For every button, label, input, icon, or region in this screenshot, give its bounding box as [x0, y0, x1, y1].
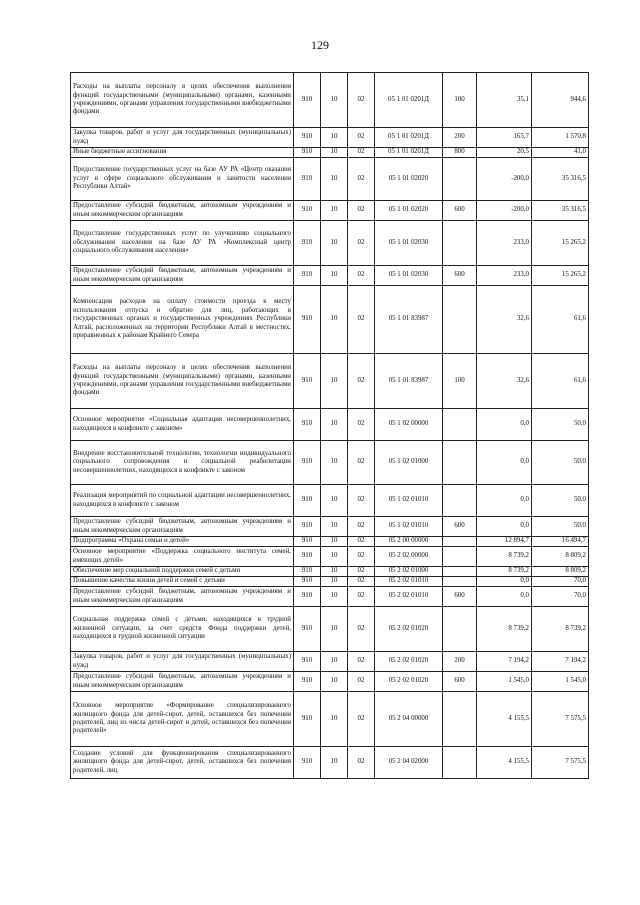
expense-type-code: 600 [443, 201, 477, 221]
expense-type-code: 200 [443, 652, 477, 672]
amount-change: 7 194,2 [477, 652, 532, 672]
ministry-code: 910 [294, 652, 321, 672]
target-article-code: 05 2 02 01010 [375, 587, 443, 607]
amount-total: 35 316,5 [532, 158, 589, 201]
subsection-code: 02 [348, 221, 375, 266]
table-row [71, 652, 589, 672]
target-article-code: 05 2 02 01020 [375, 607, 443, 652]
section-code: 10 [321, 517, 348, 537]
amount-total: 1 545,0 [532, 672, 589, 692]
amount-total: 50,0 [532, 441, 589, 485]
subsection-code: 02 [348, 547, 375, 567]
section-code: 10 [321, 158, 348, 201]
ministry-code: 910 [294, 266, 321, 286]
target-article-code: 05 2 02 01010 [375, 577, 443, 587]
subsection-code: 02 [348, 537, 375, 547]
subsection-code: 02 [348, 148, 375, 158]
expense-type-code [443, 158, 477, 201]
table-row [71, 547, 589, 567]
expense-type-code: 600 [443, 672, 477, 692]
section-code: 10 [321, 577, 348, 587]
target-article-code: 05 1 02 01010 [375, 517, 443, 537]
amount-total: 8 809,2 [532, 547, 589, 567]
subsection-code: 02 [348, 485, 375, 517]
row-description: Обеспечение мер социальной поддержки семей с детьми [71, 567, 294, 577]
amount-change: 12 894,7 [477, 537, 532, 547]
row-description: Предоставление государственных услуг по улучшению социального обслуживания населения на базе АУ РА «Комплексный центр социального обслуживания населения» [71, 221, 294, 266]
amount-change: 8 739,2 [477, 607, 532, 652]
amount-total: 61,6 [532, 354, 589, 409]
row-description: Предоставление субсидий бюджетным, автономным учреждениям и иным некоммерческим организациям [71, 672, 294, 692]
ministry-code: 910 [294, 286, 321, 354]
subsection-code: 02 [348, 409, 375, 441]
amount-change: 4 155,5 [477, 692, 532, 747]
amount-total: 7 575,5 [532, 692, 589, 747]
expense-type-code: 600 [443, 587, 477, 607]
row-description: Компенсация расходов на оплату стоимости проезда к месту использования отпуска и обратно для лиц, работающих в государственных органах и государственных учреждениях Республики Алтай, расположенных на территории Республики Алтай в местностях, приравненных к районам Крайнего Севера [71, 286, 294, 354]
amount-total: 15 265,2 [532, 221, 589, 266]
ministry-code: 910 [294, 221, 321, 266]
expense-type-code: 200 [443, 128, 477, 148]
amount-change: -200,0 [477, 158, 532, 201]
table-row [71, 221, 589, 266]
section-code: 10 [321, 409, 348, 441]
section-code: 10 [321, 537, 348, 547]
amount-total: 50,0 [532, 517, 589, 537]
subsection-code: 02 [348, 567, 375, 577]
row-description: Закупка товаров, работ и услуг для государственных (муниципальных) нужд [71, 652, 294, 672]
subsection-code: 02 [348, 354, 375, 409]
row-description: Предоставление субсидий бюджетным, автономным учреждениям и иным некоммерческим организациям [71, 517, 294, 537]
target-article-code: 05 1 01 83987 [375, 354, 443, 409]
row-description: Социальная поддержка семей с детьми, находящихся в трудной жизненной ситуации, за счет средств Фонда поддержки детей, находящихся в трудной жизненной ситуации [71, 607, 294, 652]
expense-type-code: 100 [443, 73, 477, 128]
subsection-code: 02 [348, 587, 375, 607]
section-code: 10 [321, 672, 348, 692]
section-code: 10 [321, 567, 348, 577]
ministry-code: 910 [294, 409, 321, 441]
row-description: Повышение качества жизни детей и семей с детьми [71, 577, 294, 587]
subsection-code: 02 [348, 201, 375, 221]
target-article-code: 05 1 01 02020 [375, 158, 443, 201]
amount-change: 0,0 [477, 517, 532, 537]
ministry-code: 910 [294, 692, 321, 747]
section-code: 10 [321, 286, 348, 354]
table-row [71, 607, 589, 652]
row-description: Предоставление государственных услуг на базе АУ РА «Центр оказания услуг в сфере социального обслуживания и занятости населения Республики Алтай» [71, 158, 294, 201]
row-description: Предоставление субсидий бюджетным, автономным учреждениям и иным некоммерческим организациям [71, 587, 294, 607]
section-code: 10 [321, 148, 348, 158]
target-article-code: 05 1 01 02030 [375, 221, 443, 266]
subsection-code: 02 [348, 692, 375, 747]
section-code: 10 [321, 354, 348, 409]
amount-total: 70,0 [532, 587, 589, 607]
amount-total: 41,0 [532, 148, 589, 158]
section-code: 10 [321, 73, 348, 128]
row-description: Внедрение восстановительной технологии, технологии индивидуального социального сопровождения и социальной реабилитации несовершеннолетних, находящихся в конфликте с законом [71, 441, 294, 485]
target-article-code: 05 1 01 02020 [375, 201, 443, 221]
section-code: 10 [321, 547, 348, 567]
target-article-code: 05 1 02 01010 [375, 485, 443, 517]
expense-type-code [443, 567, 477, 577]
ministry-code: 910 [294, 158, 321, 201]
table-row [71, 441, 589, 485]
section-code: 10 [321, 128, 348, 148]
section-code: 10 [321, 266, 348, 286]
row-description: Основное мероприятие «Социальная адаптация несовершеннолетних, находящихся в конфликте с законом» [71, 409, 294, 441]
row-description: Предоставление субсидий бюджетным, автономным учреждениям и иным некоммерческим организациям [71, 266, 294, 286]
section-code: 10 [321, 607, 348, 652]
subsection-code: 02 [348, 577, 375, 587]
amount-total: 50,0 [532, 409, 589, 441]
section-code: 10 [321, 652, 348, 672]
ministry-code: 910 [294, 441, 321, 485]
row-description: Предоставление субсидий бюджетным, автономным учреждениям и иным некоммерческим организациям [71, 201, 294, 221]
target-article-code: 05 1 01 83987 [375, 286, 443, 354]
target-article-code: 05 2 02 01000 [375, 567, 443, 577]
table-row [71, 692, 589, 747]
ministry-code: 910 [294, 672, 321, 692]
table-row [71, 286, 589, 354]
target-article-code: 05 2 04 02000 [375, 747, 443, 779]
section-code: 10 [321, 201, 348, 221]
expense-type-code: 800 [443, 148, 477, 158]
expense-type-code [443, 547, 477, 567]
expense-type-code [443, 607, 477, 652]
table-row [71, 672, 589, 692]
amount-total: 944,6 [532, 73, 589, 128]
row-description: Закупка товаров, работ и услуг для государственных (муниципальных) нужд [71, 128, 294, 148]
subsection-code: 02 [348, 286, 375, 354]
table-row [71, 537, 589, 547]
expense-type-code [443, 286, 477, 354]
amount-total: 50,0 [532, 485, 589, 517]
expense-type-code [443, 485, 477, 517]
amount-total: 7 575,5 [532, 747, 589, 779]
section-code: 10 [321, 747, 348, 779]
expense-type-code: 600 [443, 266, 477, 286]
ministry-code: 910 [294, 354, 321, 409]
ministry-code: 910 [294, 587, 321, 607]
subsection-code: 02 [348, 266, 375, 286]
table-row [71, 158, 589, 201]
ministry-code: 910 [294, 517, 321, 537]
table-row [71, 485, 589, 517]
expense-type-code [443, 537, 477, 547]
target-article-code: 05 1 01 0201Д [375, 128, 443, 148]
ministry-code: 910 [294, 128, 321, 148]
amount-change: 35,1 [477, 73, 532, 128]
ministry-code: 910 [294, 547, 321, 567]
row-description: Подпрограмма «Охрана семьи и детей» [71, 537, 294, 547]
subsection-code: 02 [348, 441, 375, 485]
amount-total: 35 316,5 [532, 201, 589, 221]
target-article-code: 05 2 00 00000 [375, 537, 443, 547]
amount-total: 8 809,2 [532, 567, 589, 577]
expense-type-code [443, 692, 477, 747]
target-article-code: 05 1 01 0201Д [375, 73, 443, 128]
section-code: 10 [321, 221, 348, 266]
amount-change: 8 739,2 [477, 567, 532, 577]
row-description: Реализация мероприятий по социальной адаптации несовершеннолетних, находящихся в конфликте с законом [71, 485, 294, 517]
amount-change: 4 155,5 [477, 747, 532, 779]
ministry-code: 910 [294, 567, 321, 577]
ministry-code: 910 [294, 537, 321, 547]
subsection-code: 02 [348, 607, 375, 652]
amount-change: 8 739,2 [477, 547, 532, 567]
amount-change: 32,6 [477, 286, 532, 354]
amount-change: 0,0 [477, 409, 532, 441]
target-article-code: 05 2 02 01020 [375, 672, 443, 692]
target-article-code: 05 2 02 01020 [375, 652, 443, 672]
page-number: 129 [311, 38, 329, 52]
expense-type-code [443, 221, 477, 266]
amount-total: 15 265,2 [532, 266, 589, 286]
table-row [71, 354, 589, 409]
expense-type-code: 100 [443, 354, 477, 409]
amount-change: 0,0 [477, 441, 532, 485]
amount-total: 7 194,2 [532, 652, 589, 672]
amount-change: 233,0 [477, 221, 532, 266]
ministry-code: 910 [294, 485, 321, 517]
amount-change: -200,0 [477, 201, 532, 221]
ministry-code: 910 [294, 201, 321, 221]
amount-total: 16 494,7 [532, 537, 589, 547]
table-row [71, 409, 589, 441]
row-description: Создание условий для функционирования специализированного жилищного фонда для детей-сирот, детей, оставшихся без попечения родителей, лиц [71, 747, 294, 779]
target-article-code: 05 1 01 02030 [375, 266, 443, 286]
amount-change: 0,0 [477, 587, 532, 607]
amount-total: 61,6 [532, 286, 589, 354]
section-code: 10 [321, 485, 348, 517]
ministry-code: 910 [294, 577, 321, 587]
target-article-code: 05 1 02 01000 [375, 441, 443, 485]
table-row [71, 148, 589, 158]
table-row [71, 747, 589, 779]
amount-change: 165,7 [477, 128, 532, 148]
ministry-code: 910 [294, 607, 321, 652]
table-row [71, 266, 589, 286]
subsection-code: 02 [348, 652, 375, 672]
expense-type-code [443, 747, 477, 779]
table-row [71, 73, 589, 128]
section-code: 10 [321, 441, 348, 485]
amount-change: 233,0 [477, 266, 532, 286]
table-row [71, 201, 589, 221]
table-row [71, 577, 589, 587]
expense-type-code [443, 577, 477, 587]
subsection-code: 02 [348, 517, 375, 537]
ministry-code: 910 [294, 747, 321, 779]
row-description: Расходы на выплаты персоналу в целях обеспечения выполнения функций государственными (муниципальными) органами, казенными учреждениями, органами управления государственными внебюджетными фондами [71, 354, 294, 409]
subsection-code: 02 [348, 128, 375, 148]
amount-change: 0,0 [477, 577, 532, 587]
subsection-code: 02 [348, 747, 375, 779]
budget-table [70, 72, 589, 779]
table-row [71, 128, 589, 148]
amount-total: 8 739,2 [532, 607, 589, 652]
row-description: Основное мероприятие «Формирование специализированного жилищного фонда для детей-сирот, детей, оставшихся без попечения родителей, лиц из числа детей-сирот и детей, оставшихся без попечения родителей» [71, 692, 294, 747]
target-article-code: 05 2 04 00000 [375, 692, 443, 747]
table-row [71, 587, 589, 607]
ministry-code: 910 [294, 148, 321, 158]
expense-type-code [443, 409, 477, 441]
table-row [71, 517, 589, 537]
subsection-code: 02 [348, 158, 375, 201]
subsection-code: 02 [348, 73, 375, 128]
amount-change: 32,6 [477, 354, 532, 409]
section-code: 10 [321, 587, 348, 607]
target-article-code: 05 1 02 00000 [375, 409, 443, 441]
amount-change: 1 545,0 [477, 672, 532, 692]
ministry-code: 910 [294, 73, 321, 128]
row-description: Расходы на выплаты персоналу в целях обеспечения выполнения функций государственными (муниципальными) органами, казенными учреждениями, органами управления государственными внебюджетными фондами [71, 73, 294, 128]
amount-change: 20,5 [477, 148, 532, 158]
amount-total: 70,0 [532, 577, 589, 587]
amount-change: 0,0 [477, 485, 532, 517]
amount-total: 1 570,8 [532, 128, 589, 148]
row-description: Основное мероприятие «Поддержка социального института семей, имеющих детей» [71, 547, 294, 567]
expense-type-code: 600 [443, 517, 477, 537]
row-description: Иные бюджетные ассигнования [71, 148, 294, 158]
target-article-code: 05 1 01 0201Д [375, 148, 443, 158]
table-row [71, 567, 589, 577]
target-article-code: 05 2 02 00000 [375, 547, 443, 567]
section-code: 10 [321, 692, 348, 747]
expense-type-code [443, 441, 477, 485]
subsection-code: 02 [348, 672, 375, 692]
